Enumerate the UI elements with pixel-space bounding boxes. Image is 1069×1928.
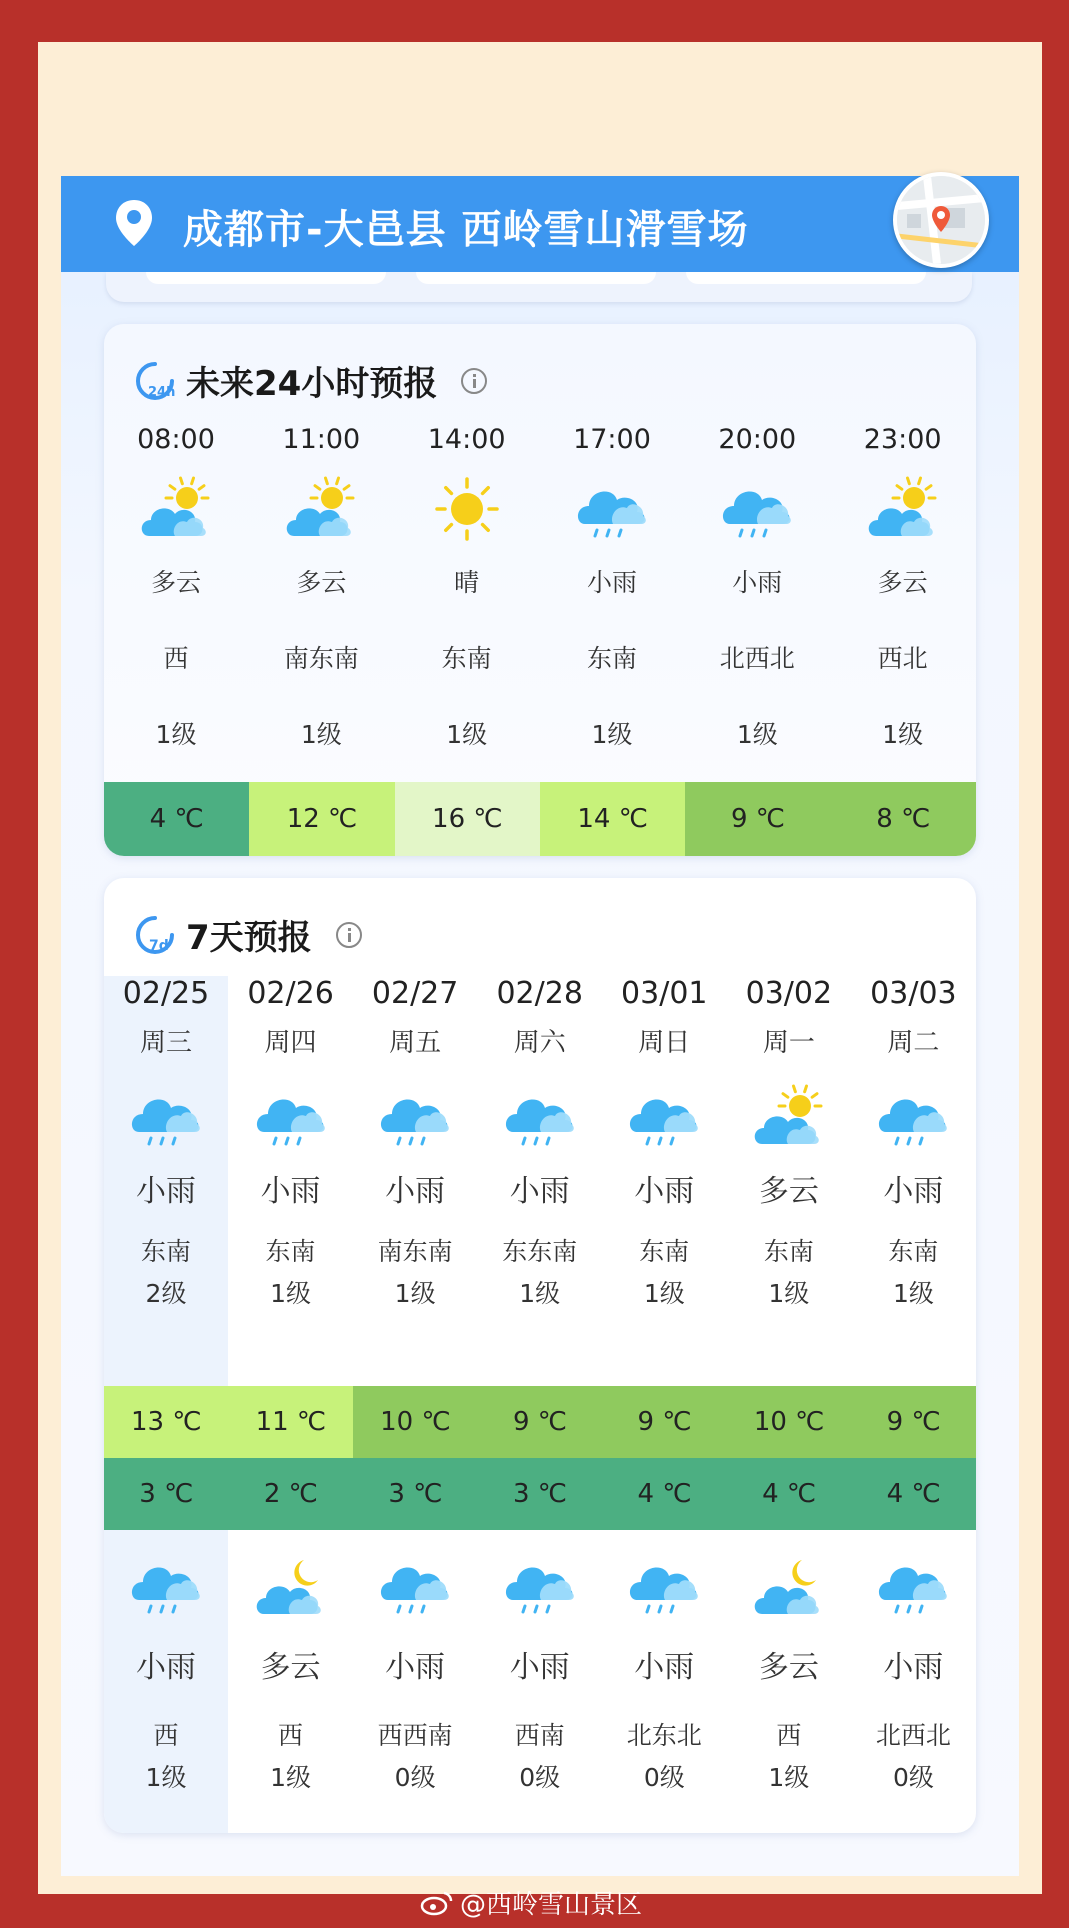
hour-temperature: 14 ℃ — [540, 782, 685, 856]
hour-wind-direction: 西 — [163, 644, 189, 673]
day-high-temperature: 9 ℃ — [602, 1386, 727, 1458]
light-rain-icon — [874, 1082, 952, 1152]
hour-wind-level: 1级 — [882, 720, 924, 749]
light-rain-icon — [501, 1082, 579, 1152]
night-column — [353, 1530, 477, 1796]
day-weather: 小雨 — [883, 1174, 944, 1209]
hour-column — [831, 420, 975, 752]
day-date: 03/02 — [745, 976, 833, 1011]
hour-column — [395, 420, 539, 752]
day-column — [602, 974, 726, 1312]
night-wind-direction: 西 — [153, 1721, 179, 1750]
light-rain-icon — [625, 1550, 703, 1620]
forecast-24h-card — [104, 324, 976, 856]
day-wind-direction: 东南 — [888, 1237, 939, 1266]
map-icon[interactable] — [893, 172, 989, 268]
day-weather: 小雨 — [634, 1174, 695, 1209]
light-rain-icon — [501, 1550, 579, 1620]
light-rain-icon — [376, 1550, 454, 1620]
high-temperature-bar — [104, 1386, 976, 1458]
night-column — [229, 1530, 353, 1796]
night-weather: 多云 — [758, 1650, 819, 1685]
hour-wind-direction: 西北 — [877, 644, 928, 673]
night-wind-level: 0级 — [643, 1763, 685, 1792]
hour-weather: 多云 — [877, 568, 928, 597]
light-rain-icon — [252, 1082, 330, 1152]
light-rain-icon — [718, 474, 796, 544]
day-date: 03/01 — [621, 976, 708, 1011]
day-wind-level: 1级 — [768, 1279, 810, 1308]
night-wind-direction: 西 — [278, 1721, 304, 1750]
night-column — [104, 1530, 228, 1796]
forecast-7d-card — [104, 878, 976, 1833]
hour-wind-direction: 南东南 — [283, 644, 359, 673]
partly-cloudy-icon — [750, 1082, 828, 1152]
night-wind-level: 0级 — [519, 1763, 561, 1792]
night-weather: 小雨 — [883, 1650, 944, 1685]
hour-weather: 小雨 — [732, 568, 783, 597]
day-low-temperature: 3 ℃ — [478, 1458, 603, 1530]
day-column — [727, 974, 851, 1312]
day-wind-direction: 东南 — [763, 1237, 814, 1266]
day-date: 02/28 — [496, 976, 583, 1011]
hour-temperature: 12 ℃ — [249, 782, 394, 856]
day-column — [478, 974, 602, 1312]
night-wind-level: 1级 — [768, 1763, 810, 1792]
day-weekday: 周二 — [887, 1028, 940, 1058]
day-date: 03/03 — [870, 976, 957, 1011]
light-rain-icon — [376, 1082, 454, 1152]
previous-tabs-strip — [106, 272, 972, 304]
day-low-temperature: 4 ℃ — [602, 1458, 727, 1530]
day-wind-direction: 东南 — [639, 1237, 690, 1266]
hour-weather: 小雨 — [586, 568, 637, 597]
day-wind-level: 1级 — [519, 1279, 561, 1308]
hour-column — [104, 420, 248, 752]
day-weather: 小雨 — [385, 1174, 446, 1209]
day-column — [851, 974, 975, 1312]
day-wind-direction: 东南 — [265, 1237, 316, 1266]
partly-cloudy-icon — [864, 474, 942, 544]
hour-column — [249, 420, 393, 752]
sunny-icon — [428, 474, 506, 544]
day-wind-level: 1级 — [394, 1279, 436, 1308]
hour-time: 23:00 — [863, 424, 942, 455]
day-weather: 多云 — [758, 1174, 819, 1209]
light-rain-icon — [625, 1082, 703, 1152]
day-weather: 小雨 — [509, 1174, 570, 1209]
night-weather: 多云 — [260, 1650, 321, 1685]
day-weather: 小雨 — [260, 1174, 321, 1209]
night-wind-level: 1级 — [270, 1763, 312, 1792]
day-high-temperature: 9 ℃ — [851, 1386, 976, 1458]
day-column — [229, 974, 353, 1312]
hour-wind-direction: 东南 — [441, 644, 492, 673]
night-weather: 小雨 — [385, 1650, 446, 1685]
day-low-temperature: 2 ℃ — [229, 1458, 354, 1530]
info-icon[interactable] — [461, 368, 487, 394]
night-weather: 小雨 — [634, 1650, 695, 1685]
day-low-temperature: 4 ℃ — [851, 1458, 976, 1530]
card-title-7d: 7天预报 — [186, 918, 312, 958]
hour-temperature: 8 ℃ — [831, 782, 976, 856]
day-weekday: 周六 — [513, 1028, 566, 1058]
day-high-temperature: 13 ℃ — [104, 1386, 229, 1458]
night-wind-level: 0级 — [892, 1763, 934, 1792]
hour-time: 17:00 — [573, 424, 651, 455]
day-weekday: 周三 — [139, 1028, 192, 1058]
hour-weather: 多云 — [150, 568, 201, 597]
svg-text:7d: 7d — [149, 937, 169, 954]
day-column — [104, 974, 228, 1312]
hour-temperature: 9 ℃ — [685, 782, 830, 856]
day-wind-level: 2级 — [145, 1279, 187, 1308]
day-column — [353, 974, 477, 1312]
night-wind-level: 1级 — [145, 1763, 187, 1792]
day-high-temperature: 9 ℃ — [478, 1386, 603, 1458]
watermark-text: @西岭雪山景区 — [460, 1890, 643, 1920]
hour-wind-level: 1级 — [155, 720, 197, 749]
hour-column — [540, 420, 684, 752]
hour-wind-level: 1级 — [736, 720, 778, 749]
day-wind-direction: 南东南 — [377, 1237, 453, 1266]
weibo-icon — [420, 1889, 454, 1917]
hour-wind-level: 1级 — [591, 720, 633, 749]
light-rain-icon — [127, 1082, 205, 1152]
hour-weather: 多云 — [296, 568, 347, 597]
hour-column — [685, 420, 829, 752]
hour-time: 14:00 — [427, 424, 506, 455]
day-wind-direction: 东东南 — [502, 1237, 578, 1266]
day-date: 02/27 — [371, 976, 459, 1011]
day-weekday: 周四 — [264, 1028, 317, 1058]
cloudy-night-icon — [750, 1550, 828, 1620]
day-low-temperature: 3 ℃ — [104, 1458, 229, 1530]
light-rain-icon — [573, 474, 651, 544]
night-weather: 小雨 — [136, 1650, 196, 1685]
7d-icon — [134, 914, 176, 956]
hour-weather: 晴 — [454, 568, 480, 597]
hour-temperature: 4 ℃ — [104, 782, 249, 856]
day-high-temperature: 10 ℃ — [727, 1386, 852, 1458]
night-column — [727, 1530, 851, 1796]
hour-time: 08:00 — [137, 424, 215, 455]
light-rain-icon — [874, 1550, 952, 1620]
partly-cloudy-icon — [282, 474, 360, 544]
day-weather: 小雨 — [136, 1174, 196, 1209]
day-weekday: 周日 — [638, 1028, 691, 1058]
day-wind-level: 1级 — [892, 1279, 934, 1308]
hour-wind-direction: 北西北 — [719, 644, 795, 673]
day-high-temperature: 10 ℃ — [353, 1386, 478, 1458]
night-wind-direction: 西西南 — [377, 1721, 453, 1750]
day-low-temperature: 4 ℃ — [727, 1458, 852, 1530]
day-wind-direction: 东南 — [140, 1237, 191, 1266]
night-column — [478, 1530, 602, 1796]
hour-time: 20:00 — [718, 424, 797, 455]
night-column — [602, 1530, 726, 1796]
low-temperature-bar — [104, 1458, 976, 1530]
location-title: 成都市-大邑县 西岭雪山滑雪场 — [183, 207, 749, 253]
day-wind-level: 1级 — [643, 1279, 685, 1308]
hour-wind-direction: 东南 — [586, 644, 637, 673]
svg-text:24h: 24h — [148, 384, 176, 400]
watermark — [420, 1884, 642, 1921]
night-weather: 小雨 — [509, 1650, 570, 1685]
night-wind-direction: 西南 — [514, 1721, 565, 1750]
hour-temperature: 16 ℃ — [395, 782, 540, 856]
night-wind-level: 0级 — [394, 1763, 436, 1792]
24h-icon — [134, 360, 176, 402]
location-pin-icon — [114, 198, 154, 248]
day-high-temperature: 11 ℃ — [229, 1386, 354, 1458]
hour-wind-level: 1级 — [300, 720, 342, 749]
day-weekday: 周五 — [389, 1028, 442, 1058]
night-wind-direction: 北西北 — [875, 1721, 951, 1750]
card-title-24h: 未来24小时预报 — [186, 364, 438, 404]
day-weekday: 周一 — [762, 1028, 815, 1058]
hour-time: 11:00 — [282, 424, 361, 455]
day-date: 02/26 — [247, 976, 334, 1011]
light-rain-icon — [127, 1550, 205, 1620]
day-low-temperature: 3 ℃ — [353, 1458, 478, 1530]
partly-cloudy-icon — [137, 474, 215, 544]
info-icon[interactable] — [336, 922, 362, 948]
hourly-temperature-bar — [104, 782, 976, 856]
hour-wind-level: 1级 — [446, 720, 488, 749]
night-wind-direction: 北东北 — [626, 1721, 702, 1750]
night-wind-direction: 西 — [776, 1721, 802, 1750]
day-wind-level: 1级 — [270, 1279, 312, 1308]
cloudy-night-icon — [252, 1550, 330, 1620]
day-date: 02/25 — [122, 976, 210, 1011]
location-header[interactable] — [61, 176, 1019, 272]
night-column — [851, 1530, 975, 1796]
